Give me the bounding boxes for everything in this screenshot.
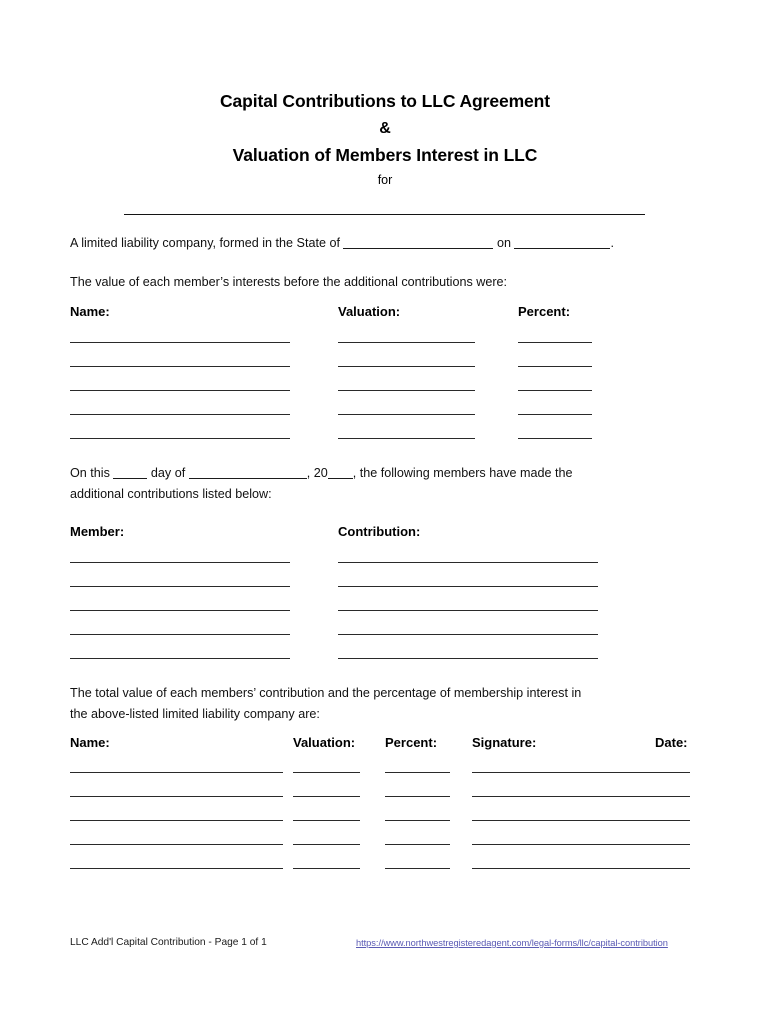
table-additional-row-member-1[interactable] — [70, 562, 290, 563]
table-additional-row-member-5[interactable] — [70, 658, 290, 659]
table-total-row-name-5[interactable] — [70, 868, 283, 869]
total-value-line-2: the above-listed limited liability company are: — [70, 707, 320, 721]
table-before-row-percent-4[interactable] — [518, 414, 592, 415]
table-before-row-name-3[interactable] — [70, 390, 290, 391]
table-total-row-valuation-5[interactable] — [293, 868, 360, 869]
total-value-line-1: The total value of each members’ contribution and the percentage of membership interest in — [70, 686, 582, 700]
table-additional-row-contribution-3[interactable] — [338, 610, 598, 611]
table-before-header-valuation: Valuation: — [338, 304, 401, 319]
day-of-text: day of — [150, 466, 186, 480]
table-additional-row-contribution-5[interactable] — [338, 658, 598, 659]
table-before-row-name-1[interactable] — [70, 342, 290, 343]
total-value-paragraph — [70, 683, 698, 725]
title-line-2: Valuation of Members Interest in LLC — [232, 145, 538, 165]
company-name-blank-line[interactable] — [124, 214, 645, 215]
table-before-row-valuation-3[interactable] — [338, 390, 475, 391]
state-blank-field[interactable] — [343, 248, 493, 249]
table-additional-header-member: Member: — [70, 524, 125, 539]
table-before-row-percent-3[interactable] — [518, 390, 592, 391]
year-blank-field[interactable] — [328, 478, 353, 479]
table-total-row-valuation-4[interactable] — [293, 844, 360, 845]
table-total-row-signature-date-5[interactable] — [472, 868, 690, 869]
table-total-row-percent-2[interactable] — [385, 796, 450, 797]
table-total-row-percent-5[interactable] — [385, 868, 450, 869]
day-blank-field[interactable] — [113, 478, 147, 479]
table-total-header-name: Name: — [70, 735, 110, 750]
table-additional-row-contribution-2[interactable] — [338, 586, 598, 587]
table-before-row-name-5[interactable] — [70, 438, 290, 439]
table-total-row-signature-date-3[interactable] — [472, 820, 690, 821]
formation-date-blank-field[interactable] — [514, 248, 610, 249]
table-before-row-percent-1[interactable] — [518, 342, 592, 343]
before-contributions-text: The value of each member’s interests before the additional contributions were: — [70, 275, 508, 289]
table-total-row-valuation-3[interactable] — [293, 820, 360, 821]
table-before-row-name-4[interactable] — [70, 414, 290, 415]
on-this-prefix-text: On this — [70, 466, 110, 480]
table-additional-row-member-3[interactable] — [70, 610, 290, 611]
table-total-header-signature: Signature: — [472, 735, 537, 750]
year-prefix-text: , 20 — [306, 466, 328, 480]
footer-source-link[interactable]: https://www.northwestregisteredagent.com/legal-forms/llc/capital-contribution — [356, 938, 668, 948]
on-this-day-paragraph — [70, 463, 698, 505]
formed-suffix-text: . — [610, 236, 614, 250]
table-total-row-percent-1[interactable] — [385, 772, 450, 773]
table-before-row-valuation-2[interactable] — [338, 366, 475, 367]
formed-middle-text: on — [496, 236, 511, 250]
formed-in-state-paragraph — [70, 233, 710, 254]
on-this-suffix-text: , the following members have made the — [352, 466, 573, 480]
table-additional-header-contribution: Contribution: — [338, 524, 421, 539]
formed-prefix-text: A limited liability company, formed in the State of — [70, 236, 340, 250]
table-total-header-percent: Percent: — [385, 735, 438, 750]
table-total-row-name-4[interactable] — [70, 844, 283, 845]
table-total-row-valuation-2[interactable] — [293, 796, 360, 797]
table-total-row-name-3[interactable] — [70, 820, 283, 821]
table-before-row-valuation-1[interactable] — [338, 342, 475, 343]
table-total-row-name-1[interactable] — [70, 772, 283, 773]
table-additional-row-member-4[interactable] — [70, 634, 290, 635]
table-before-row-valuation-4[interactable] — [338, 414, 475, 415]
table-before-row-name-2[interactable] — [70, 366, 290, 367]
table-before-header-percent: Percent: — [518, 304, 571, 319]
table-total-row-valuation-1[interactable] — [293, 772, 360, 773]
table-total-row-signature-date-4[interactable] — [472, 844, 690, 845]
table-before-row-percent-2[interactable] — [518, 366, 592, 367]
document-title-block — [70, 88, 700, 191]
title-ampersand: & — [379, 120, 391, 137]
table-total-row-name-2[interactable] — [70, 796, 283, 797]
table-before-row-valuation-5[interactable] — [338, 438, 475, 439]
table-additional-row-contribution-1[interactable] — [338, 562, 598, 563]
table-total-row-signature-date-2[interactable] — [472, 796, 690, 797]
footer-document-label: LLC Add'l Capital Contribution - Page 1 of 1 — [70, 937, 267, 948]
table-before-row-percent-5[interactable] — [518, 438, 592, 439]
table-total-header-valuation: Valuation: — [293, 735, 356, 750]
table-total-row-percent-3[interactable] — [385, 820, 450, 821]
month-blank-field[interactable] — [189, 478, 307, 479]
table-before-header-name: Name: — [70, 304, 110, 319]
additional-contributions-text: additional contributions listed below: — [70, 487, 272, 501]
title-line-1: Capital Contributions to LLC Agreement — [220, 91, 550, 111]
table-total-row-percent-4[interactable] — [385, 844, 450, 845]
table-total-row-signature-date-1[interactable] — [472, 772, 690, 773]
table-additional-row-member-2[interactable] — [70, 586, 290, 587]
title-for-label: for — [377, 173, 393, 187]
table-total-header-date: Date: — [655, 735, 688, 750]
table-additional-row-contribution-4[interactable] — [338, 634, 598, 635]
